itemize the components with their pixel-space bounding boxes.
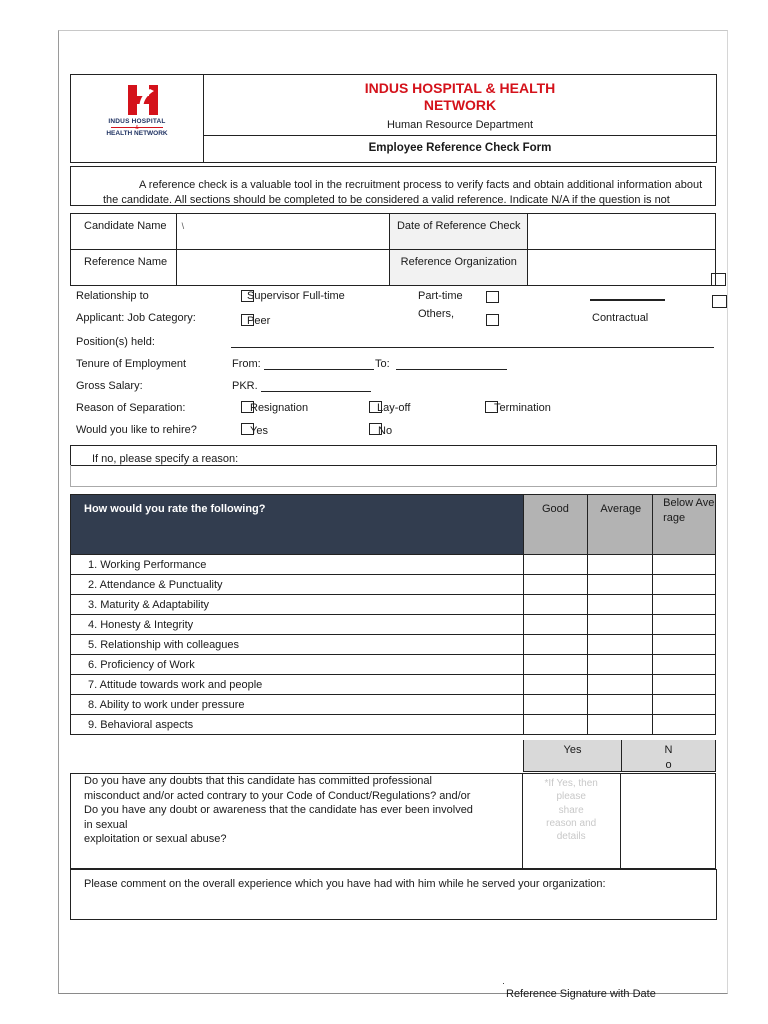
reason-input[interactable] (70, 465, 717, 487)
rehire-label: Would you like to rehire? (76, 424, 197, 436)
logo-cell (71, 75, 204, 162)
reason-label: If no, please specify a reason: (92, 453, 239, 465)
margin-checkbox-2[interactable] (712, 295, 727, 308)
rating-row (71, 675, 716, 695)
yes-header-label: Yes (563, 744, 582, 756)
rating-average-cell[interactable] (588, 615, 653, 635)
rating-item-label: 6. Proficiency of Work (71, 655, 524, 675)
rating-row (71, 575, 716, 595)
rating-good-cell[interactable] (523, 635, 588, 655)
form-title-cell (204, 136, 716, 162)
comment-box[interactable] (70, 869, 717, 920)
misconduct-yes-cell[interactable] (522, 774, 620, 869)
column-average: Average (588, 495, 653, 555)
rating-row (71, 655, 716, 675)
candidate-name-field[interactable]: \ (176, 214, 389, 250)
rating-below-average-cell[interactable] (653, 635, 716, 655)
rating-good-cell[interactable] (523, 555, 588, 575)
misconduct-line: Do you have any doubts that this candidate has committed professional (84, 775, 432, 787)
rating-average-cell[interactable] (588, 595, 653, 615)
date-of-reference-label: Date of Reference Check (390, 214, 528, 250)
to-date-line[interactable] (396, 369, 507, 370)
rating-below-average-cell[interactable] (653, 615, 716, 635)
org-title-line1: INDUS HOSPITAL & HEALTH (364, 80, 556, 96)
rating-average-cell[interactable] (588, 575, 653, 595)
rating-good-cell[interactable] (523, 595, 588, 615)
column-below-average: Below Average (653, 495, 716, 555)
gross-salary-label: Gross Salary: (76, 380, 143, 392)
rating-below-average-cell[interactable] (653, 575, 716, 595)
reference-organization-field[interactable] (528, 250, 716, 286)
rating-good-cell[interactable] (523, 695, 588, 715)
date-of-reference-field[interactable] (528, 214, 716, 250)
contractual-label: Contractual (592, 312, 649, 324)
rating-row (71, 555, 716, 575)
logo-ampersand: & (135, 125, 139, 131)
intro-text: A reference check is a valuable tool in the recruitment process to verify facts and obtain additional information about the candidate. All sections should be completed to be considered a valid reference. Indicate N/A if the question is not (103, 179, 703, 206)
comment-label: Please comment on the overall experience which you have had with him while he served your organization: (84, 878, 606, 890)
org-title (204, 80, 716, 114)
form-title: Employee Reference Check Form (368, 142, 552, 154)
others-checkbox[interactable] (486, 314, 499, 326)
margin-checkbox-1[interactable] (711, 273, 726, 286)
rating-average-cell[interactable] (588, 715, 653, 735)
rating-good-cell[interactable] (523, 615, 588, 635)
rating-row (71, 695, 716, 715)
misconduct-line: Do you have any doubt or awareness that the candidate has ever been involved (84, 804, 473, 816)
relationship-label-line2: Applicant: Job Category: (76, 312, 196, 324)
peer-label: Peer (247, 315, 271, 327)
rating-row (71, 715, 716, 735)
rating-average-cell[interactable] (588, 695, 653, 715)
resignation-label: Resignation (250, 402, 309, 414)
rating-item-label: 4. Honesty & Integrity (71, 615, 524, 635)
rehire-no-label: No (378, 425, 393, 437)
candidate-info-table (70, 213, 716, 286)
rating-average-cell[interactable] (588, 655, 653, 675)
salary-line[interactable] (261, 391, 371, 392)
rating-average-cell[interactable] (588, 555, 653, 575)
yes-hint-text: *If Yes, then please share reason and details (544, 778, 598, 843)
rating-item-label: 3. Maturity & Adaptability (71, 595, 524, 615)
misconduct-question (71, 774, 523, 869)
rating-average-cell[interactable] (588, 635, 653, 655)
logo-text-line2: HEALTH NETWORK (106, 130, 168, 137)
reason-of-separation-label: Reason of Separation: (76, 402, 186, 414)
rating-good-cell[interactable] (523, 575, 588, 595)
rating-item-label: 5. Relationship with colleagues (71, 635, 524, 655)
rating-table (70, 494, 716, 735)
reference-name-field[interactable] (176, 250, 389, 286)
reason-header-box (70, 445, 717, 466)
rating-item-label: 9. Behavioral aspects (71, 715, 524, 735)
rating-below-average-cell[interactable] (653, 675, 716, 695)
part-time-checkbox[interactable] (486, 291, 499, 303)
reference-name-label: Reference Name (71, 250, 177, 286)
rating-good-cell[interactable] (523, 655, 588, 675)
misconduct-yes-header (523, 740, 622, 772)
rating-below-average-cell[interactable] (653, 655, 716, 675)
misconduct-no-cell[interactable] (620, 774, 715, 869)
rating-row (71, 595, 716, 615)
rating-below-average-cell[interactable] (653, 595, 716, 615)
others-specify-line[interactable] (590, 299, 665, 301)
org-title-line2: NETWORK (423, 97, 497, 113)
rating-below-average-cell[interactable] (653, 555, 716, 575)
positions-held-line[interactable] (231, 347, 714, 348)
relationship-label-line1: Relationship to (76, 290, 149, 302)
misconduct-line: misconduct and/or acted contrary to your Code of Conduct/Regulations? and/or (84, 789, 471, 802)
candidate-name-label: Candidate Name (71, 214, 177, 250)
from-label: From: (232, 358, 261, 370)
misconduct-line: exploitation or sexual abuse? (84, 833, 227, 845)
rating-good-cell[interactable] (523, 715, 588, 735)
logo-text-line1: INDUS HOSPITAL (108, 118, 166, 125)
signature-dot (503, 983, 504, 984)
others-label: Others, (418, 308, 455, 320)
rating-below-average-cell[interactable] (653, 715, 716, 735)
to-label: To: (375, 358, 390, 370)
rating-row (71, 615, 716, 635)
misconduct-line: in sexual (84, 818, 128, 831)
rating-item-label: 2. Attendance & Punctuality (71, 575, 524, 595)
lay-off-label: Lay-off (377, 402, 411, 414)
title-cell (204, 75, 716, 136)
rating-row (71, 635, 716, 655)
intro-box (70, 166, 716, 206)
rating-good-cell[interactable] (523, 675, 588, 695)
part-time-label: Part-time (418, 290, 463, 302)
rating-below-average-cell[interactable] (653, 695, 716, 715)
no-header-label: No (664, 744, 673, 771)
indus-logo-icon (128, 85, 158, 115)
reference-organization-label: Reference Organization (390, 250, 528, 286)
tenure-label: Tenure of Employment (76, 358, 187, 370)
misconduct-no-header (622, 740, 716, 772)
supervisor-full-time-label: Supervisor Full-time (247, 290, 345, 302)
rating-item-label: 8. Ability to work under pressure (71, 695, 524, 715)
rating-item-label: 1. Working Performance (71, 555, 524, 575)
rating-question-header: How would you rate the following? (71, 495, 524, 555)
department-name: Human Resource Department (386, 119, 534, 131)
rehire-yes-label: Yes (250, 425, 268, 437)
rating-item-label: 7. Attitude towards work and people (71, 675, 524, 695)
positions-held-label: Position(s) held: (76, 336, 155, 348)
misconduct-table (70, 773, 716, 869)
salary-prefix: PKR. (232, 380, 258, 392)
termination-label: Termination (494, 402, 551, 414)
rating-average-cell[interactable] (588, 675, 653, 695)
form-header (70, 74, 717, 163)
column-good: Good (523, 495, 588, 555)
from-date-line[interactable] (264, 369, 374, 370)
signature-label: Reference Signature with Date (506, 988, 656, 1000)
